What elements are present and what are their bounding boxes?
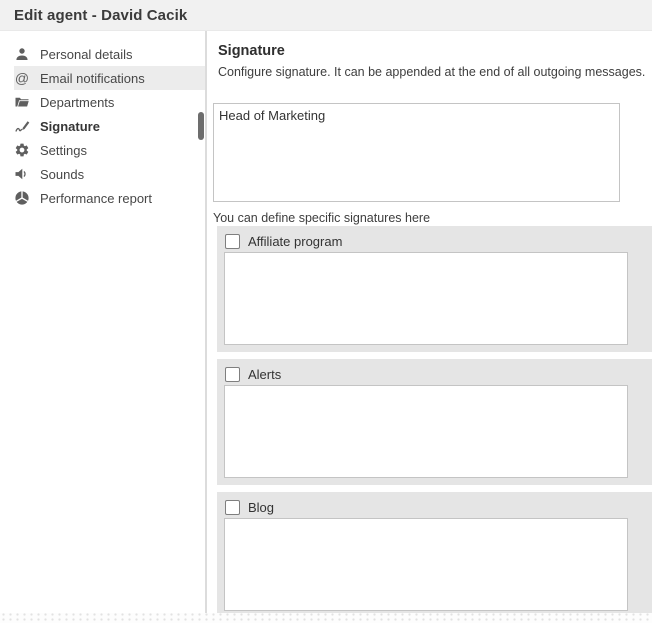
alerts-checkbox[interactable]: [225, 367, 240, 382]
sidebar-item-settings[interactable]: [14, 138, 205, 162]
checkbox-label[interactable]: Affiliate program: [248, 233, 343, 249]
sidebar-item-email-notifications[interactable]: [14, 66, 205, 90]
settings-sidebar: [0, 31, 207, 613]
affiliate-program-checkbox[interactable]: [225, 234, 240, 249]
sidebar-item-label: Email notifications: [40, 70, 145, 86]
specific-signatures-note: You can define specific signatures here: [213, 211, 431, 225]
pie-chart-icon: [14, 190, 30, 206]
page-description: Configure signature. It can be appended at the end of all outgoing messages.: [218, 65, 646, 79]
at-sign-icon: @: [14, 70, 30, 86]
checkbox-row: [224, 499, 645, 515]
blog-textarea[interactable]: [224, 518, 628, 611]
sidebar-item-sounds[interactable]: [14, 162, 205, 186]
speaker-icon: [14, 166, 30, 182]
gear-icon: [14, 142, 30, 158]
dialog-title-bar: [0, 0, 652, 31]
folder-icon: [14, 94, 30, 110]
sidebar-item-label: Sounds: [40, 166, 85, 182]
sidebar-item-label: Performance report: [40, 190, 152, 206]
sidebar-item-departments[interactable]: [14, 90, 205, 114]
signature-panel: [207, 31, 652, 613]
specific-signature-block-affiliate-program: [217, 226, 652, 352]
specific-signature-block-alerts: [217, 359, 652, 485]
sidebar-item-label: Departments: [40, 94, 115, 110]
alerts-textarea[interactable]: [224, 385, 628, 478]
sidebar-item-performance-report[interactable]: [14, 186, 205, 210]
affiliate-program-textarea[interactable]: [224, 252, 628, 345]
specific-signature-block-blog: [217, 492, 652, 613]
sidebar-item-label: Personal details: [40, 46, 133, 62]
page-title: Signature: [218, 43, 285, 59]
dialog-title: Edit agent - David Cacik: [14, 6, 188, 24]
sidebar-scrollbar-thumb[interactable]: [198, 112, 204, 140]
person-icon: [14, 46, 30, 62]
sidebar-item-signature[interactable]: [14, 114, 205, 138]
sidebar-item-label: Settings: [40, 142, 87, 158]
checkbox-row: [224, 233, 645, 249]
blog-checkbox[interactable]: [225, 500, 240, 515]
sidebar-item-personal-details[interactable]: [14, 42, 205, 66]
signature-pen-icon: [14, 118, 30, 134]
sidebar-item-label: Signature: [40, 118, 100, 134]
signature-textarea[interactable]: [213, 103, 620, 202]
checkbox-label[interactable]: Blog: [248, 499, 275, 515]
page-background-pattern: [0, 612, 652, 623]
checkbox-label[interactable]: Alerts: [248, 366, 282, 382]
checkbox-row: [224, 366, 645, 382]
